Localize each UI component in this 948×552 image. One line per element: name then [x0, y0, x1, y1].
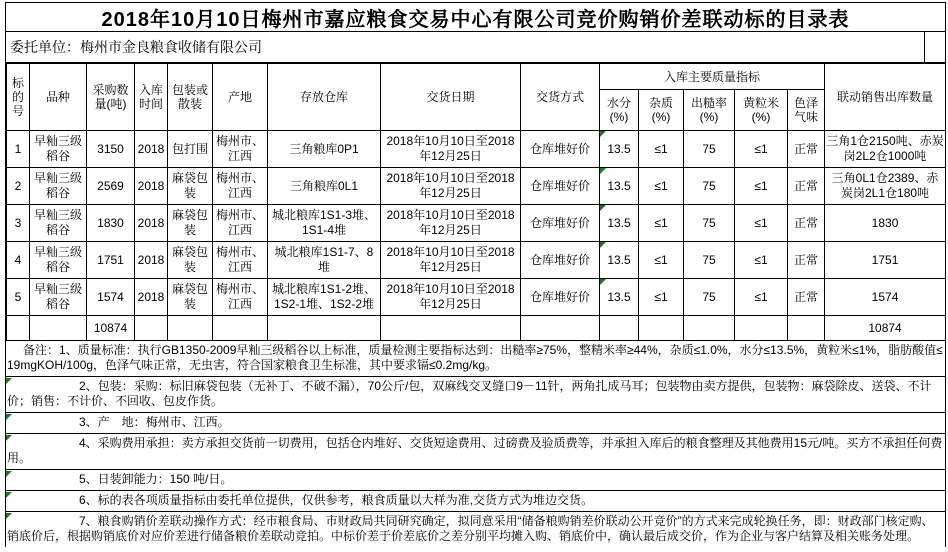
note-quality-standard: 备注：1、质量标准：执行GB1350-2009早籼三级稻谷以上标准，质量检测主要指标达到：出糙率≥75%，整精米率≥44%，杂质≤1.0%，水分≤13.5%，黄粒米≤1%，脂肪酸值≤19mgKOH/100g，色泽气味正常，无虫害，符合国家粮食卫生标准，其中要求镉≤0.2mg/kg。 [6, 341, 945, 377]
col-qty: 采购数量(吨) [87, 64, 135, 131]
cell-impurity: ≤1 [639, 242, 684, 279]
cell-dates: 2018年10月10日至2018年12月25日 [381, 242, 521, 279]
cell-origin: 梅州市、江西 [213, 279, 268, 316]
col-outbound: 联动销售出库数量 [825, 64, 946, 131]
cell-milling-yield: 75 [684, 131, 735, 168]
table-row [7, 131, 946, 168]
table-row [7, 205, 946, 242]
error-flag-icon [6, 435, 12, 441]
cell-total-qty: 10874 [87, 316, 135, 341]
header-row-1 [7, 64, 946, 90]
table-row [7, 168, 946, 205]
col-milling-yield: 出糙率 (%) [684, 90, 735, 131]
cell-moisture: 13.5 [600, 205, 639, 242]
cell-year: 2018 [135, 205, 168, 242]
cell-lot-no: 2 [7, 168, 30, 205]
notes-section [6, 341, 945, 547]
cell-color-smell: 正常 [788, 168, 825, 205]
cell-lot-no: 4 [7, 242, 30, 279]
cell-impurity: ≤1 [639, 168, 684, 205]
table-row [7, 242, 946, 279]
col-origin: 产地 [213, 64, 268, 131]
cell-variety [30, 316, 87, 341]
cell-qty: 3150 [87, 131, 135, 168]
cell-color-smell: 正常 [788, 131, 825, 168]
cell-moisture: 13.5 [600, 168, 639, 205]
col-impurity: 杂质 (%) [639, 90, 684, 131]
cell-warehouse: 三角粮库0L1 [268, 168, 381, 205]
cell-yellow-grain [735, 316, 788, 341]
cell-variety: 早籼三级稻谷 [30, 242, 87, 279]
col-color-smell: 色泽 气味 [788, 90, 825, 131]
col-lot-no: 标的号 [7, 64, 30, 131]
lots-table [6, 63, 946, 341]
cell-qty: 2569 [87, 168, 135, 205]
cell-moisture: 13.5 [600, 242, 639, 279]
cell-origin: 梅州市、江西 [213, 242, 268, 279]
error-flag-icon [600, 131, 606, 137]
error-flag-icon [600, 279, 606, 285]
cell-lot-no [7, 316, 30, 341]
cell-variety: 早籼三级稻谷 [30, 168, 87, 205]
cell-impurity: ≤1 [639, 279, 684, 316]
cell-yellow-grain: ≤1 [735, 205, 788, 242]
cell-milling-yield [684, 316, 735, 341]
cell-year: 2018 [135, 168, 168, 205]
cell-method: 仓库堆好价 [521, 279, 600, 316]
total-row [7, 316, 946, 341]
cell-year: 2018 [135, 131, 168, 168]
cell-origin: 梅州市、江西 [213, 131, 268, 168]
note-quality-reference: 6、标的表各项质量指标由委托单位提供，仅供参考，粮食质量以大样为准,交货方式为堆边交货。 [6, 491, 945, 512]
cell-milling-yield: 75 [684, 279, 735, 316]
cell-yellow-grain: ≤1 [735, 242, 788, 279]
error-flag-icon [6, 378, 12, 384]
table-row [7, 279, 946, 316]
cell-outbound-qty: 三角0L1仓2389、赤炭岗2L1仓180吨 [825, 168, 946, 205]
cell-pack: 麻袋包装 [168, 205, 213, 242]
cell-moisture [600, 316, 639, 341]
error-flag-icon [600, 168, 606, 174]
cell-lot-no: 5 [7, 279, 30, 316]
col-yellow-grain: 黄粒米 (%) [735, 90, 788, 131]
cell-method: 仓库堆好价 [521, 131, 600, 168]
note-price-linkage: 7、粮食购销价差联动操作方式：经市粮食局、市财政局共同研究确定，拟同意采用“储备粮购销差价联动公开竞价”的方式来完成轮换任务，即：财政部门核定购、销底价后，根据购销底价对应价差进行储备粮价差联动竞拍。中标价差于价差底价之差分别平均摊入购、销底价中，确认最后成交价，作为企业与客户结算及相关账务处理。 [7, 514, 934, 543]
cell-impurity: ≤1 [639, 131, 684, 168]
error-flag-icon [600, 205, 606, 211]
col-warehouse: 存放仓库 [268, 64, 381, 131]
note-origin: 3、产 地：梅州市、江西。 [6, 413, 945, 434]
cell-yellow-grain: ≤1 [735, 279, 788, 316]
cell-outbound-qty: 三角1仓2150吨、赤炭岗2L2仓1000吨 [825, 131, 946, 168]
cell-method [521, 316, 600, 341]
cell-pack: 麻袋包装 [168, 279, 213, 316]
cell-color-smell: 正常 [788, 279, 825, 316]
cell-warehouse [268, 316, 381, 341]
note-cost-bearing: 4、采购费用承担：卖方承担交货前一切费用，包括仓内堆好、交货短途费用、过磅费及验质费等，并承担入库后的粮食整理及其他费用15元/吨。买方不承担任何费用。 [6, 434, 945, 470]
cell-warehouse: 三角粮库0P1 [268, 131, 381, 168]
cell-year: 2018 [135, 242, 168, 279]
cell-impurity [639, 316, 684, 341]
cell-dates: 2018年10月10日至2018年12月25日 [381, 205, 521, 242]
subtitle-row [6, 32, 945, 63]
cell-method: 仓库堆好价 [521, 205, 600, 242]
cell-warehouse: 城北粮库1S1-7、8堆 [268, 242, 381, 279]
cell-total-outbound: 10874 [825, 316, 946, 341]
cell-variety: 早籼三级稻谷 [30, 205, 87, 242]
title-row [6, 3, 945, 32]
cell-dates: 2018年10月10日至2018年12月25日 [381, 168, 521, 205]
cell-milling-yield: 75 [684, 205, 735, 242]
cell-yellow-grain: ≤1 [735, 168, 788, 205]
cell-moisture: 13.5 [600, 131, 639, 168]
cell-variety: 早籼三级稻谷 [30, 131, 87, 168]
col-dates: 交货日期 [381, 64, 521, 131]
col-method: 交货方式 [521, 64, 600, 131]
cell-qty: 1751 [87, 242, 135, 279]
error-flag-icon [6, 471, 12, 477]
cell-dates: 2018年10月10日至2018年12月25日 [381, 131, 521, 168]
cell-pack [168, 316, 213, 341]
col-quality-group: 入库主要质量指标 [600, 64, 825, 90]
error-flag-icon [6, 414, 12, 420]
cell-qty: 1574 [87, 279, 135, 316]
cell-pack: 麻袋包装 [168, 242, 213, 279]
consignor-label: 委托单位：梅州市金良粮食收储有限公司 [10, 39, 262, 55]
cell-milling-yield: 75 [684, 168, 735, 205]
cell-outbound-qty: 1574 [825, 279, 946, 316]
cell-warehouse: 城北粮库1S1-2堆、1S2-1堆、1S2-2堆 [268, 279, 381, 316]
catalog-sheet [5, 2, 946, 547]
note-packaging: 2、包装：采购：标旧麻袋包装（无补丁、不破不漏），70公斤/包，双麻线交叉缝口9－11针，两角扎成马耳；包装物由卖方提供，包装物：麻袋除皮、送袋、不计价；销售：不计价、不回收、包皮作货。 [6, 377, 945, 413]
cell-origin: 梅州市、江西 [213, 168, 268, 205]
cell-method: 仓库堆好价 [521, 242, 600, 279]
cell-divider [924, 32, 925, 62]
cell-pack: 麻袋包装 [168, 168, 213, 205]
cell-year [135, 316, 168, 341]
page-title: 2018年10月10日梅州市嘉应粮食交易中心有限公司竞价购销价差联动标的目录表 [101, 8, 850, 31]
cell-method: 仓库堆好价 [521, 168, 600, 205]
cell-color-smell: 正常 [788, 205, 825, 242]
cell-outbound-qty: 1830 [825, 205, 946, 242]
cell-warehouse: 城北粮库1S1-3堆、1S1-4堆 [268, 205, 381, 242]
cell-lot-no: 1 [7, 131, 30, 168]
cell-origin [213, 316, 268, 341]
note-loading-capacity: 5、日装卸能力：150 吨/日。 [6, 470, 945, 491]
col-variety: 品种 [30, 64, 87, 131]
cell-outbound-qty: 1751 [825, 242, 946, 279]
cell-lot-no: 3 [7, 205, 30, 242]
cell-moisture: 13.5 [600, 279, 639, 316]
error-flag-icon [6, 513, 12, 519]
cell-origin: 梅州市、江西 [213, 205, 268, 242]
cell-dates [381, 316, 521, 341]
cell-qty: 1830 [87, 205, 135, 242]
col-moisture: 水分 (%) [600, 90, 639, 131]
cell-impurity: ≤1 [639, 205, 684, 242]
cell-milling-yield: 75 [684, 242, 735, 279]
col-year: 入库时间 [135, 64, 168, 131]
cell-color-smell: 正常 [788, 242, 825, 279]
error-flag-icon [6, 492, 12, 498]
cell-variety: 早籼三级稻谷 [30, 279, 87, 316]
cell-pack: 包打围 [168, 131, 213, 168]
cell-yellow-grain: ≤1 [735, 131, 788, 168]
cell-color-smell [788, 316, 825, 341]
col-pack: 包装或散装 [168, 64, 213, 131]
cell-dates: 2018年10月10日至2018年12月25日 [381, 279, 521, 316]
cell-year: 2018 [135, 279, 168, 316]
error-flag-icon [600, 242, 606, 248]
